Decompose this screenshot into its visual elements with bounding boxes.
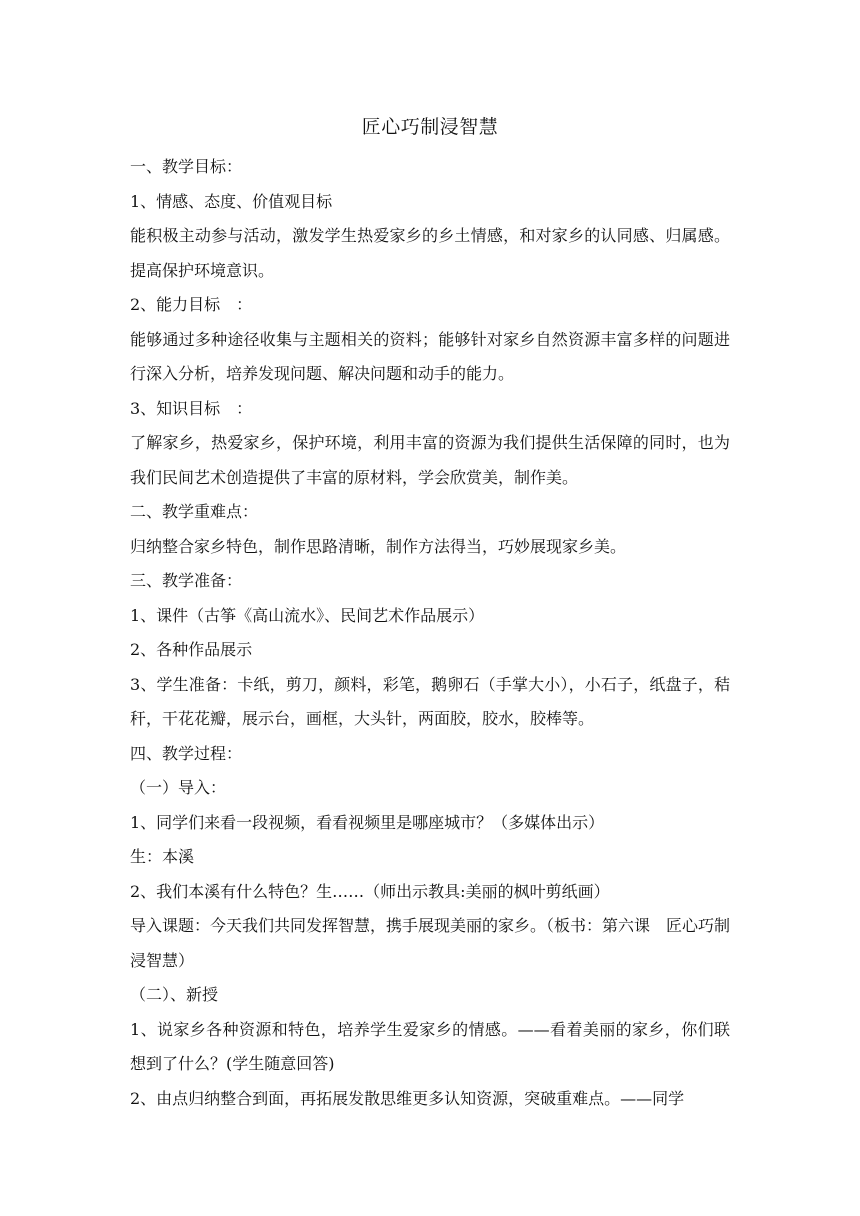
section-heading-key-points: 二、教学重难点： — [130, 502, 259, 521]
list-item-works-display: 2、各种作品展示 — [130, 640, 253, 659]
paragraph-emotion-goal: 能积极主动参与活动，激发学生热爱家乡的乡土情感，和对家乡的认同感、归属感。提高保护环境意识。 — [130, 226, 730, 280]
subheading-new-lesson: （二）、新授 — [130, 985, 219, 1004]
paragraph-student-answer: 生：本溪 — [130, 847, 195, 866]
section-heading-preparation: 三、教学准备： — [130, 571, 243, 590]
subheading-emotion-goal: 1、情感、态度、价值观目标 — [130, 191, 333, 211]
document-title: 匠心巧制浸智慧 — [361, 116, 499, 138]
paragraph-key-points: 归纳整合家乡特色，制作思路清晰，制作方法得当，巧妙展现家乡美。 — [130, 536, 627, 556]
list-item-courseware: 1、课件（古筝《高山流水》、民间艺术作品展示） — [130, 605, 485, 625]
subheading-knowledge-goal: 3、知识目标 ： — [130, 398, 253, 418]
paragraph-ability-goal: 能够通过多种途径收集与主题相关的资料；能够针对家乡自然资源丰富多样的问题进行深入分析，培养发现问题、解决问题和动手的能力。 — [130, 329, 730, 383]
paragraph-knowledge-goal: 了解家乡，热爱家乡，保护环境，利用丰富的资源为我们提供生活保障的同时，也为我们民间艺术创造提供了丰富的原材料，学会欣赏美，制作美。 — [130, 433, 730, 487]
section-heading-objectives: 一、教学目标： — [130, 157, 243, 176]
paragraph-lesson-topic: 导入课题：今天我们共同发挥智慧，携手展现美丽的家乡。（板书：第六课 匠心巧制浸智慧） — [130, 916, 731, 970]
subheading-ability-goal: 2、能力目标 ： — [130, 295, 253, 314]
subheading-introduction: （一）导入： — [130, 778, 227, 797]
paragraph-video-question: 1、同学们来看一段视频，看看视频里是哪座城市？（多媒体出示） — [130, 812, 605, 832]
document-body — [130, 150, 730, 1116]
paragraph-resources-discussion: 1、说家乡各种资源和特色，培养学生爱家乡的情感。——看着美丽的家乡，你们联想到了什么？(学生随意回答) — [130, 1019, 730, 1073]
paragraph-features-question: 2、我们本溪有什么特色？生……（师出示教具:美丽的枫叶剪纸画） — [130, 881, 610, 901]
section-heading-process: 四、教学过程： — [130, 743, 243, 763]
paragraph-integration: 2、由点归纳整合到面，再拓展发散思维更多认知资源，突破重难点。——同学 — [130, 1088, 685, 1108]
list-item-student-materials: 3、学生准备：卡纸，剪刀，颜料，彩笔，鹅卵石（手掌大小），小石子，纸盘子，秸秆，干花花瓣，展示台，画框，大头针，两面胶，胶水，胶棒等。 — [130, 674, 730, 728]
